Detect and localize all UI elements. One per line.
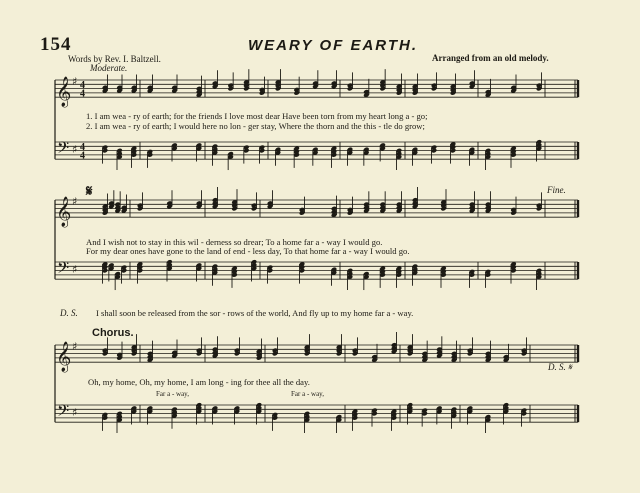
arrangement-credit: Arranged from an old melody.: [432, 53, 549, 63]
segno-sign: 𝄋: [86, 184, 93, 200]
key-signature-sharp: ♯: [72, 75, 78, 88]
verse-1-lyrics: 1. I am wea - ry of earth; for the friends I love most dear Have been torn from my heart long a - go;: [86, 111, 428, 121]
time-signature-bottom: 4: [80, 150, 85, 162]
tempo-marking: Moderate.: [90, 63, 128, 73]
chorus-heading: Chorus.: [92, 327, 134, 339]
key-signature-sharp: ♯: [72, 340, 78, 353]
key-signature-sharp: ♯: [72, 195, 78, 208]
chorus-lyrics: Oh, my home, Oh, my home, I am long - ing for thee all the day.: [88, 377, 310, 387]
treble-clef: 𝄞: [56, 77, 72, 108]
verse-2-lyrics: 2. I am wea - ry of earth; I would here no lon - ger stay, Where the thorn and the this - tle do grow;: [86, 121, 425, 131]
bass-cue-2: Far a - way,: [291, 390, 324, 398]
ds-label: D. S.: [60, 308, 78, 318]
bass-clef: 𝄢: [57, 138, 70, 161]
time-signature-top: 4: [80, 80, 85, 92]
lyricist-credit: Words by Rev. I. Baltzell.: [68, 54, 161, 64]
treble-clef: 𝄞: [56, 342, 72, 373]
key-signature-sharp: ♯: [72, 143, 78, 156]
ds-lyrics-line: I shall soon be released from the sor - rows of the world, And fly up to my home far a - way.: [96, 308, 414, 318]
time-signature-top: 4: [80, 142, 85, 154]
system2-lyrics-line1: And I wish not to stay in this wil - derness so drear; To a home far a - way I would go.: [86, 237, 383, 247]
system2-lyrics-line2: For my dear ones have gone to the land of end - less day, To that home far a - way I would go.: [86, 246, 410, 256]
page-number: 154: [40, 34, 72, 55]
time-signature-bottom: 4: [80, 88, 85, 100]
bass-cue-1: Far a - way,: [156, 390, 189, 398]
key-signature-sharp: ♯: [72, 263, 78, 276]
treble-clef: 𝄞: [56, 197, 72, 228]
bass-clef: 𝄢: [57, 258, 70, 281]
fine-marking: Fine.: [547, 185, 566, 195]
bass-clef: 𝄢: [57, 401, 70, 424]
ds-segno-marking: D. S. 𝄋: [548, 362, 572, 372]
key-signature-sharp: ♯: [72, 406, 78, 419]
song-title: WEARY OF EARTH.: [248, 37, 419, 54]
